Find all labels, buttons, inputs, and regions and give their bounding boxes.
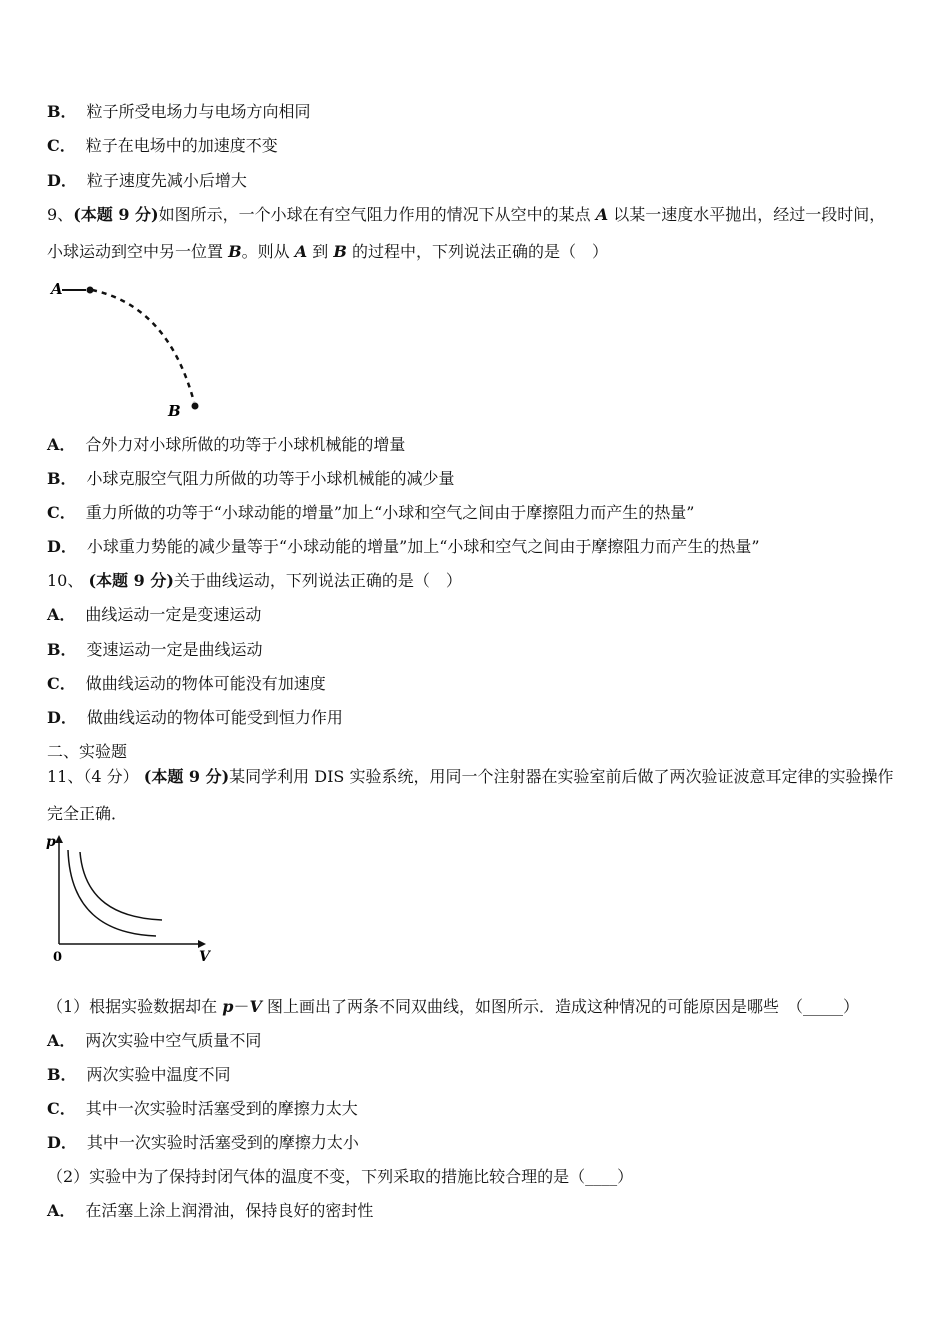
q10-option-c: C． 做曲线运动的物体可能没有加速度 [47,674,326,693]
q9-stem-line2: 小球运动到空中另一位置 B。则从 A 到 B 的过程中，下列说法正确的是（ ） [47,242,608,261]
trajectory-curve [92,290,194,402]
q10-option-d: D． 做曲线运动的物体可能受到恒力作用 [47,708,343,727]
q8-option-d: D． 粒子速度先减小后增大 [47,171,247,190]
q9-option-d: D． 小球重力势能的减少量等于“小球动能的增量”加上“小球和空气之间由于摩擦阻力而产生的热量” [47,537,760,556]
q11-stem-line2: 完全正确． [47,804,128,823]
q11-sub1-option-a: A． 两次实验中空气质量不同 [47,1031,262,1050]
ball-at-b [192,403,199,410]
p-axis-label: p [46,834,56,850]
q11-stem-line1: 11、（4 分） (本题 9 分)某同学利用 DIS 实验系统，用同一个注射器在实验室前后做了两次验证波意耳定律的实验操作 [47,767,894,786]
point-a-label: A [51,280,63,298]
q11-sub1-option-c: C． 其中一次实验时活塞受到的摩擦力太大 [47,1099,358,1118]
q11-sub1-stem: （1）根据实验数据却在 p－V 图上画出了两条不同双曲线，如图所示．造成这种情况的可能原因是哪些 （_____） [47,997,859,1016]
q9-option-c: C． 重力所做的功等于“小球动能的增量”加上“小球和空气之间由于摩擦阻力而产生的热量” [47,503,695,522]
p-axis-arrow [55,835,63,843]
pv-graph-figure [44,830,219,968]
q9-option-a: A． 合外力对小球所做的功等于小球机械能的增量 [47,435,406,454]
v-axis-arrow [198,940,206,948]
origin-label: 0 [53,950,63,965]
v-axis-label: V [199,949,210,965]
q10-option-a: A． 曲线运动一定是变速运动 [47,605,262,624]
q9-option-b: B． 小球克服空气阻力所做的功等于小球机械能的减少量 [47,469,455,488]
q10-stem: 10、 (本题 9 分)关于曲线运动，下列说法正确的是（ ） [47,571,462,590]
q8-option-c: C． 粒子在电场中的加速度不变 [47,136,278,155]
q9-stem-line1: 9、(本题 9 分)如图所示，一个小球在有空气阻力作用的情况下从空中的某点 A 以某一速度水平抛出，经过一段时间， [47,205,886,224]
q11-sub1-option-d: D． 其中一次实验时活塞受到的摩擦力太小 [47,1133,359,1152]
q11-sub1-option-b: B． 两次实验中温度不同 [47,1065,231,1084]
isotherm-upper [80,852,162,920]
q11-sub2-stem: （2）实验中为了保持封闭气体的温度不变，下列采取的措施比较合理的是（____） [47,1167,634,1186]
point-b-label: B [168,402,181,420]
q8-option-b: B． 粒子所受电场力与电场方向相同 [47,102,311,121]
q11-sub2-option-a: A． 在活塞上涂上润滑油，保持良好的密封性 [47,1201,374,1220]
section-heading: 二、实验题 [47,742,128,761]
q9-trajectory-figure [48,278,208,423]
q10-option-b: B． 变速运动一定是曲线运动 [47,640,263,659]
